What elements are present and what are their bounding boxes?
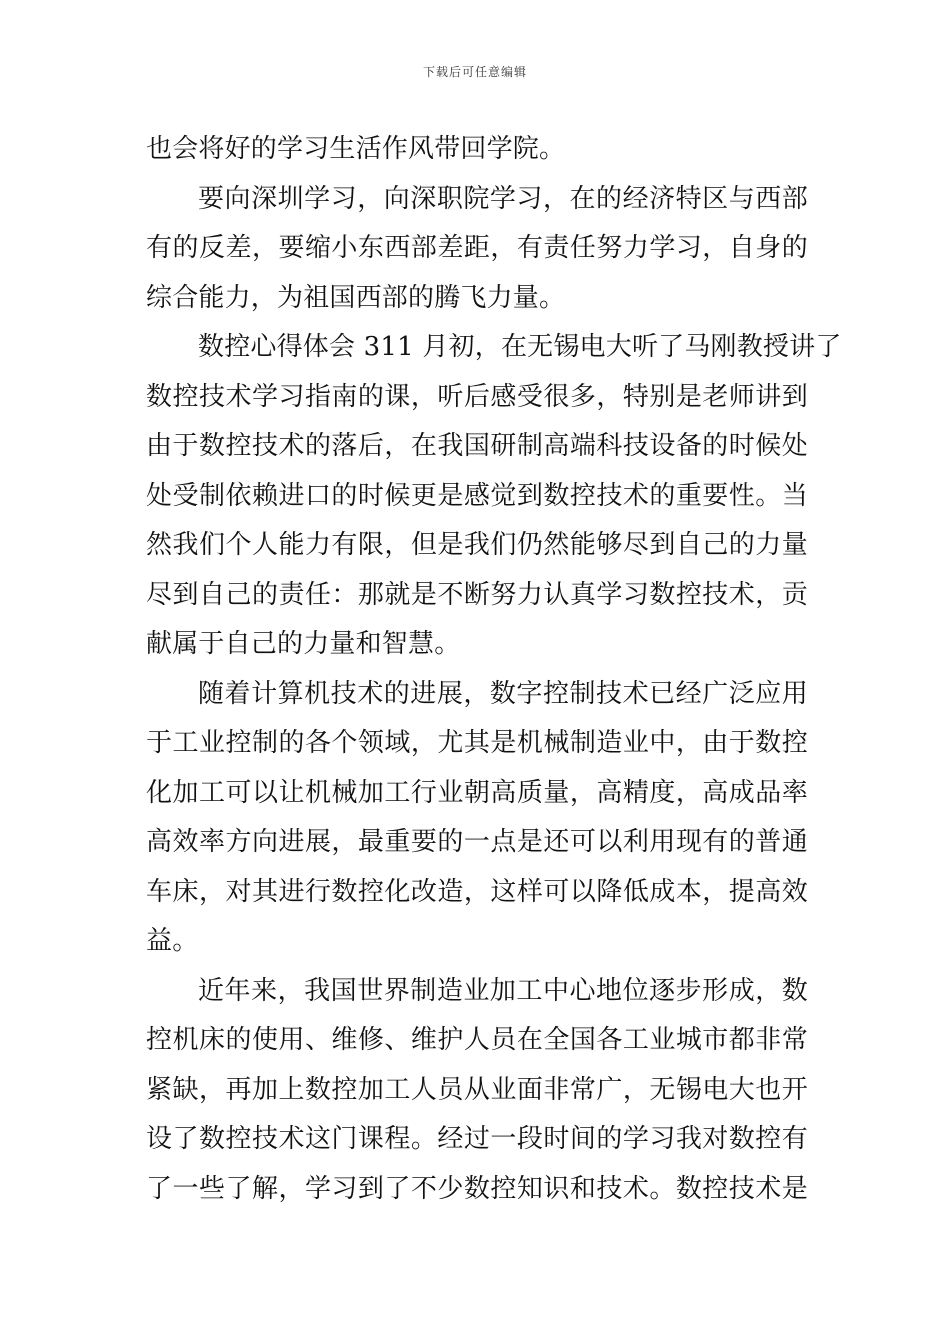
text-line: 高效率方向进展，最重要的一点是还可以利用现有的普通	[146, 827, 808, 857]
text-line: 处受制依赖进口的时候更是感觉到数控技术的重要性。当	[146, 480, 808, 511]
text-line: 了一些了解，学习到了不少数控知识和技术。数控技术是	[146, 1173, 808, 1204]
text-line: 有的反差，要缩小东西部差距，有责任努力学习，自身的	[146, 233, 808, 263]
text-line: 益。	[146, 926, 199, 956]
text-line: 化加工可以让机械加工行业朝高质量，高精度，高成品率	[146, 777, 808, 808]
text-line: 车床，对其进行数控化改造，这样可以降低成本，提高效	[146, 876, 808, 907]
text-line: 于工业控制的各个领域，尤其是机械制造业中，由于数控	[146, 728, 808, 758]
paragraph	[146, 175, 808, 324]
text-line: 要向深圳学习，向深职院学习，在的经济特区与西部	[198, 183, 808, 214]
paragraph	[146, 125, 808, 175]
text-line: 紧缺，再加上数控加工人员从业面非常广，无锡电大也开	[146, 1074, 808, 1105]
text-line: 近年来，我国世界制造业加工中心地位逐步形成，数	[198, 975, 808, 1006]
text-line: 随着计算机技术的进展，数字控制技术已经广泛应用	[198, 678, 808, 709]
document-body	[146, 125, 842, 1214]
text-line: 综合能力，为祖国西部的腾飞力量。	[146, 282, 566, 313]
text-line: 数控技术学习指南的课，听后感受很多，特别是老师讲到	[146, 381, 808, 412]
text-line: 数控心得体会 311 月初，在无锡电大听了马刚教授讲了	[198, 332, 842, 362]
text-line: 然我们个人能力有限，但是我们仍然能够尽到自己的力量	[146, 530, 808, 560]
text-line: 也会将好的学习生活作风带回学院。	[146, 134, 566, 164]
page-header: 下载后可任意编辑	[422, 65, 527, 79]
text-line: 尽到自己的责任：那就是不断努力认真学习数控技术，贡	[146, 579, 808, 610]
text-line: 献属于自己的力量和智慧。	[146, 629, 461, 659]
paragraph	[146, 967, 808, 1215]
text-line: 控机床的使用、维修、维护人员在全国各工业城市都非常	[146, 1025, 808, 1055]
text-line: 由于数控技术的落后，在我国研制高端科技设备的时候处	[146, 431, 808, 461]
paragraph	[146, 670, 808, 967]
paragraph	[146, 323, 842, 670]
text-line: 设了数控技术这门课程。经过一段时间的学习我对数控有	[146, 1124, 808, 1154]
